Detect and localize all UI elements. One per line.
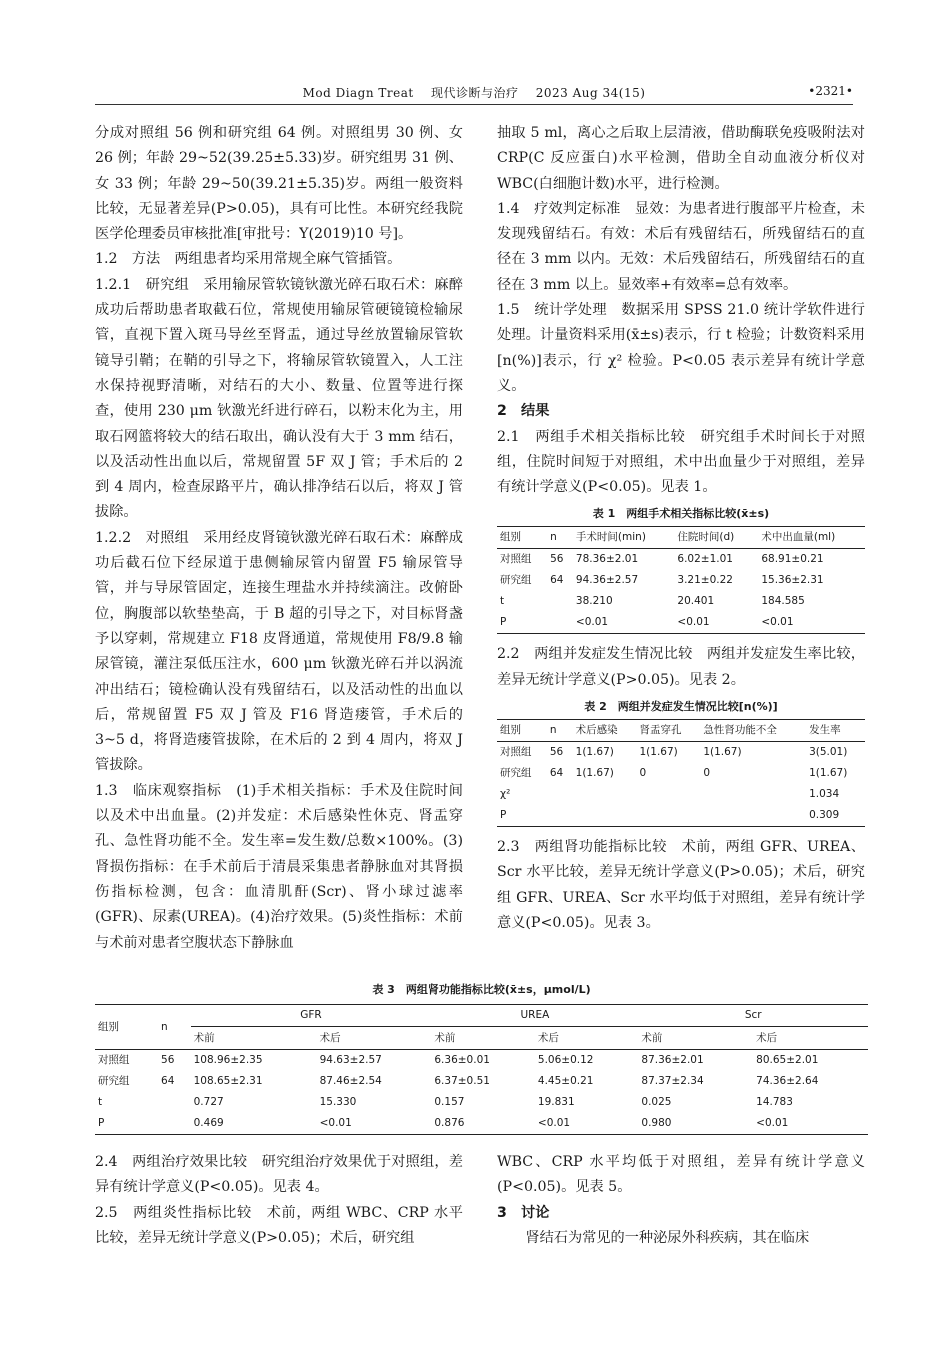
section-2-5: 2.5 两组炎性指标比较 术前，两组 WBC、CRP 水平比较，差异无统计学意义(P>0.05)；术后，研究组 xyxy=(95,1204,463,1246)
cell xyxy=(158,1113,191,1135)
cell: 64 xyxy=(549,767,564,780)
section-2-heading: 2 结果 xyxy=(497,403,550,420)
table-header: n xyxy=(547,720,573,742)
cell: t xyxy=(500,595,505,608)
cell: 64 xyxy=(550,574,564,587)
section-3-heading: 3 讨论 xyxy=(497,1204,550,1221)
table-header: 急性肾功能不全 xyxy=(700,720,806,742)
table-3-grid xyxy=(95,1004,868,1135)
page-number: •2321• xyxy=(808,84,853,98)
table-row xyxy=(497,763,865,784)
cell: <0.01 xyxy=(535,1113,639,1135)
cell: 0.469 xyxy=(191,1113,317,1135)
cell: 0 xyxy=(703,767,711,780)
cell: 6.02±1.01 xyxy=(677,553,733,566)
cell: 108.65±2.31 xyxy=(193,1075,263,1087)
table-row xyxy=(497,570,865,591)
cell: <0.01 xyxy=(573,612,674,634)
table-row xyxy=(497,591,865,612)
table-group-header: Scr xyxy=(638,1005,868,1027)
table-group-header: GFR xyxy=(191,1005,432,1027)
table-row xyxy=(95,1050,868,1072)
cell: χ² xyxy=(500,788,511,801)
journal-issue: 2023 Aug 34(15) xyxy=(535,86,646,100)
section-1-3: 1.3 临床观察指标 (1)手术相关指标：手术及住院时间以及术中出血量。(2)并发症：术后感染性休克、肾盂穿孔、急性肾功能不全。发生率=发生数/总数×100%。(3)肾损伤指标：在手术前后于清晨采集患者静脉血对其肾损伤指标检测，包含：血清肌酐(Scr)、肾小球过滤率(GFR)、尿素(UREA)。(4)治疗效果。(5)炎性指标：术前与术前对患者空腹状态下静脉血 xyxy=(95,782,463,951)
paragraph: 肾结石为常见的一种泌尿外科疾病，其在临床 xyxy=(525,1229,810,1246)
table-header: 组别 xyxy=(497,527,547,549)
table-3-caption: 表 3 两组肾功能指标比较(x̄±s，μmol/L) xyxy=(372,983,591,996)
table-header: 术前 xyxy=(191,1027,317,1050)
cell: 6.37±0.51 xyxy=(434,1075,490,1087)
cell xyxy=(636,784,700,805)
table-row xyxy=(497,742,865,764)
cell: 15.36±2.31 xyxy=(761,574,824,587)
table-row xyxy=(497,784,865,805)
table-header: 组别 xyxy=(497,720,547,742)
table-header: 术后感染 xyxy=(573,720,637,742)
cell: 1(1.67) xyxy=(703,746,742,759)
cell: 87.46±2.54 xyxy=(319,1075,382,1087)
cell xyxy=(573,784,637,805)
cell xyxy=(158,1092,191,1113)
cell: 0.980 xyxy=(638,1113,753,1135)
cell: 68.91±0.21 xyxy=(761,553,824,566)
cell: t xyxy=(98,1096,103,1108)
table-header: 术后 xyxy=(753,1027,868,1050)
cell xyxy=(547,805,573,827)
cell: 研究组 xyxy=(500,574,532,587)
cell: 研究组 xyxy=(500,767,532,780)
cell: 56 xyxy=(550,553,564,566)
cell: 94.36±2.57 xyxy=(575,574,639,587)
cell: 1(1.67) xyxy=(575,767,614,780)
cell: 87.36±2.01 xyxy=(641,1054,704,1066)
table-header: 术后 xyxy=(535,1027,639,1050)
section-2-3: 2.3 两组肾功能指标比较 术前，两组 GFR、UREA、Scr 水平比较，差异无统计学意义(P>0.05)；术后，研究组 GFR、UREA、Scr 水平均低于对照组，差异有统计学意义(P<0.05)。见表 3。 xyxy=(497,839,865,931)
journal-cn: 现代诊断与治疗 xyxy=(431,86,519,100)
table-1-caption: 表 1 两组手术相关指标比较(x̄±s) xyxy=(592,507,770,521)
table-header: 住院时间(d) xyxy=(674,527,758,549)
left-column xyxy=(95,121,463,956)
cell: 78.36±2.01 xyxy=(575,553,639,566)
section-2-2: 2.2 两组并发症发生情况比较 两组并发症发生率比较，差异无统计学意义(P>0.05)。见表 2。 xyxy=(497,646,865,688)
cell: 3.21±0.22 xyxy=(677,574,733,587)
right-column xyxy=(497,121,865,936)
journal-info xyxy=(95,84,853,101)
cell: 184.585 xyxy=(761,595,805,608)
cell: 14.783 xyxy=(756,1096,793,1108)
cell: 1(1.67) xyxy=(575,746,614,759)
table-header: 术前 xyxy=(638,1027,753,1050)
paragraph: 抽取 5 ml，离心之后取上层清液，借助酶联免疫吸附法对 CRP(C 反应蛋白)水平检测，借助全自动血液分析仪对 WBC(白细胞计数)水平，进行检测。 xyxy=(497,125,865,192)
table-row xyxy=(497,612,865,634)
cell xyxy=(547,612,573,634)
cell xyxy=(700,784,806,805)
cell: 对照组 xyxy=(500,553,532,566)
cell: 对照组 xyxy=(98,1054,130,1066)
cell: 64 xyxy=(161,1075,175,1087)
cell: 56 xyxy=(161,1054,175,1066)
cell: 87.37±2.34 xyxy=(641,1075,704,1087)
cell: 对照组 xyxy=(500,746,532,759)
table-header: 肾盂穿孔 xyxy=(636,720,700,742)
cell: P xyxy=(95,1113,158,1135)
cell: <0.01 xyxy=(753,1113,868,1135)
bottom-left-column xyxy=(95,1150,463,1251)
section-1-2-1: 1.2.1 研究组 采用输尿管软镜钬激光碎石取石术：麻醉成功后帮助患者取截石位，常规使用输尿管硬镜镜检输尿管，直视下置入斑马导丝至肾盂，通过导丝放置输尿管软镜导引鞘；在鞘的引导之下，将输尿管软镜置入，人工注水保持视野清晰，对结石的大小、数量、位置等进行探查，使用 230 μm 钬激光纤进行碎石，以粉末化为主，用取石网篮将较大的结石取出，确认没有大于 3 mm 结石，以及活动性出血以后，常规留置 5F 双 J 管；手术后的 2 到 4 周内，检查尿路平片，确认排净结石以后，将双 J 管拔除。 xyxy=(95,276,463,521)
cell: 94.63±2.57 xyxy=(319,1054,382,1066)
cell: 74.36±2.64 xyxy=(756,1075,819,1087)
cell xyxy=(636,805,700,827)
section-2-4: 2.4 两组治疗效果比较 研究组治疗效果优于对照组，差异有统计学意义(P<0.05)。见表 4。 xyxy=(95,1154,463,1196)
cell: 20.401 xyxy=(677,595,715,608)
cell: 1(1.67) xyxy=(809,767,848,780)
cell: 4.45±0.21 xyxy=(537,1075,594,1087)
table-group-header: UREA xyxy=(431,1005,638,1027)
table-3 xyxy=(95,976,868,1135)
table-header: n xyxy=(158,1005,191,1050)
cell: 研究组 xyxy=(98,1075,130,1087)
cell: 15.330 xyxy=(319,1096,357,1108)
cell: 6.36±0.01 xyxy=(434,1054,490,1066)
table-header: 手术时间(min) xyxy=(573,527,674,549)
cell: P xyxy=(497,805,547,827)
section-1-5: 1.5 统计学处理 数据采用 SPSS 21.0 统计学软件进行处理。计量资料采用(x̄±s)表示，行 t 检验；计数资料采用[n(%)]表示，行 χ² 检验。P<0.05 表示差异有统计学意义。 xyxy=(497,302,865,394)
cell: 0.025 xyxy=(641,1096,672,1108)
journal-en: Mod Diagn Treat xyxy=(302,86,414,100)
table-2-grid xyxy=(497,719,865,827)
table-1 xyxy=(497,506,865,634)
cell: 0.876 xyxy=(431,1113,535,1135)
cell: 38.210 xyxy=(575,595,613,608)
cell xyxy=(547,784,573,805)
table-2 xyxy=(497,699,865,827)
cell: <0.01 xyxy=(674,612,758,634)
table-1-grid xyxy=(497,526,865,634)
table-header: n xyxy=(547,527,573,549)
cell: P xyxy=(497,612,547,634)
cell: 0 xyxy=(639,767,647,780)
table-row xyxy=(95,1071,868,1092)
cell: 56 xyxy=(549,746,564,759)
bottom-right-column xyxy=(497,1150,865,1251)
table-header: 组别 xyxy=(95,1005,158,1050)
cell: 80.65±2.01 xyxy=(756,1054,819,1066)
section-1-4: 1.4 疗效判定标准 显效：为患者进行腹部平片检查，未发现残留结石。有效：术后有残留结石，所残留结石的直径在 3 mm 以内。无效：术后残留结石，所残留结石的直径在 3 mm 以上。显效率+有效率=总有效率。 xyxy=(497,200,865,293)
cell: 1(1.67) xyxy=(639,746,678,759)
cell: 19.831 xyxy=(537,1096,575,1108)
running-header xyxy=(95,82,853,105)
table-row xyxy=(95,1113,868,1135)
cell: 5.06±0.12 xyxy=(537,1054,594,1066)
table-header: 术前 xyxy=(431,1027,535,1050)
cell: 108.96±2.35 xyxy=(193,1054,263,1066)
cell: 0.157 xyxy=(434,1096,465,1108)
table-row xyxy=(95,1092,868,1113)
table-header: 术中出血量(ml) xyxy=(758,527,865,549)
cell: 3(5.01) xyxy=(809,746,848,759)
paragraph: 分成对照组 56 例和研究组 64 例。对照组男 30 例、女 26 例；年龄 29~52(39.25±5.33)岁。研究组男 31 例、女 33 例；年龄 29~50(39.21±5.35)岁。两组一般资料比较，无显著差异(P>0.05)，具有可比性。本研究经我院医学伦理委员审核批准[审批号：Y(2019)10 号]。 xyxy=(95,125,463,243)
section-1-2: 1.2 方法 两组患者均采用常规全麻气管插管。 xyxy=(95,251,402,268)
paragraph: WBC、CRP 水平均低于对照组，差异有统计学意义(P<0.05)。见表 5。 xyxy=(497,1154,865,1196)
cell: 1.034 xyxy=(809,788,840,801)
cell: <0.01 xyxy=(317,1113,432,1135)
cell: <0.01 xyxy=(758,612,865,634)
section-1-2-2: 1.2.2 对照组 采用经皮肾镜钬激光碎石取石术：麻醉成功后截石位下经尿道于患侧输尿管内留置 F5 输尿管导管，并与导尿管固定，连接生理盐水并持续滴注。改俯卧位，胸腹部以软垫垫高，于 B 超的引导之下，对目标肾盏予以穿刺，常规建立 F18 皮肾通道，常规使用 F8/9.8 输尿管镜，灌注泵低压注水，600 μm 钬激光碎石并以涡流冲出结石；镜检确认没有残留结石，以及活动性的出血以后，常规留置 F5 双 J 管及 F16 肾造瘘管，手术后的 3~5 d，将肾造瘘管拔除，在术后的 2 到 4 周内，将双 J 管拔除。 xyxy=(95,529,463,774)
table-row xyxy=(497,549,865,571)
cell xyxy=(573,805,637,827)
table-header: 发生率 xyxy=(806,720,865,742)
table-header: 术后 xyxy=(317,1027,432,1050)
cell: 0.309 xyxy=(806,805,865,827)
cell: 0.727 xyxy=(193,1096,224,1108)
cell xyxy=(547,591,573,612)
section-2-1: 2.1 两组手术相关指标比较 研究组手术时间长于对照组，住院时间短于对照组，术中出血量少于对照组，差异有统计学意义(P<0.05)。见表 1。 xyxy=(497,428,865,496)
cell xyxy=(700,805,806,827)
table-2-caption: 表 2 两组并发症发生情况比较[n(%)] xyxy=(584,700,778,714)
table-row xyxy=(497,805,865,827)
